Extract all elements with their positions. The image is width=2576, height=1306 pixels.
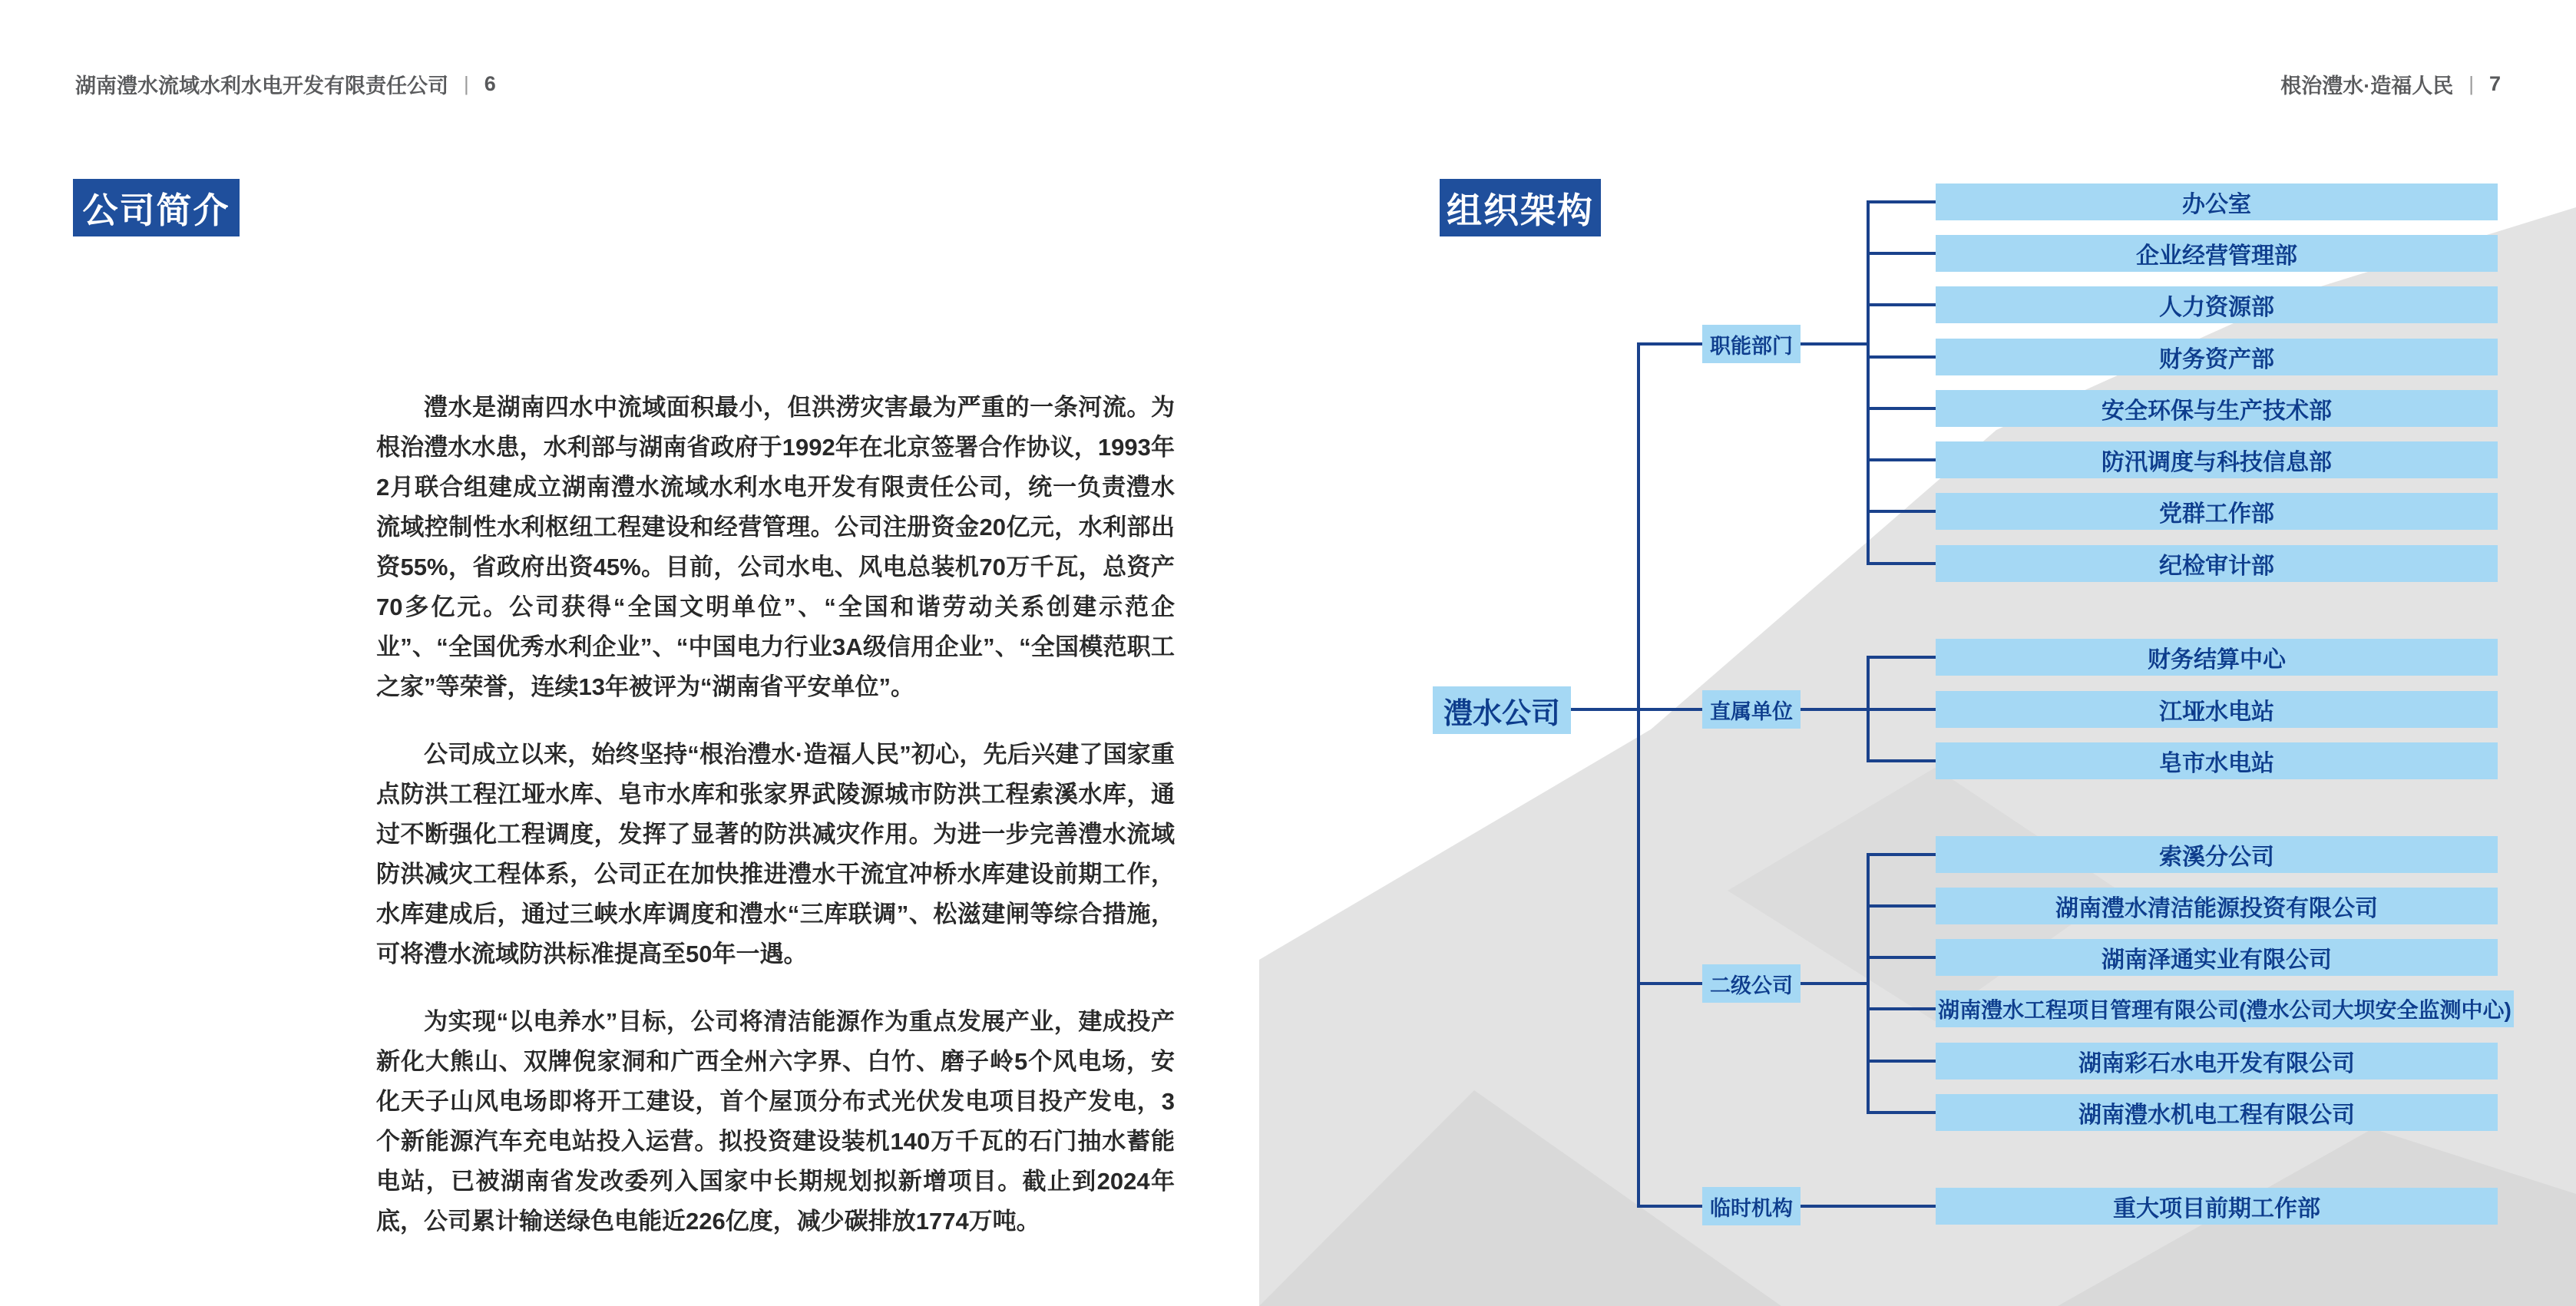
- org-connector: [1639, 342, 1702, 346]
- org-group-label: 临时机构: [1702, 1187, 1801, 1225]
- org-leaf-node: 党群工作部: [1936, 493, 2498, 530]
- org-leaf-node: 湖南澧水清洁能源投资有限公司: [1936, 888, 2498, 924]
- org-leaf-node: 江垭水电站: [1936, 691, 2498, 728]
- org-leaf-node: 防汛调度与科技信息部: [1936, 441, 2498, 478]
- org-connector: [1801, 982, 1868, 985]
- org-leaf-node: 湖南彩石水电开发有限公司: [1936, 1043, 2498, 1080]
- org-leaf-node: 湖南澧水机电工程有限公司: [1936, 1094, 2498, 1131]
- org-connector: [1868, 355, 1936, 359]
- org-connector: [1801, 342, 1868, 346]
- org-connector: [1868, 1060, 1936, 1063]
- org-connector: [1868, 200, 1936, 203]
- org-group-label: 职能部门: [1702, 325, 1801, 363]
- header-separator: |: [464, 72, 469, 95]
- header-slogan: 根治澧水·造福人民: [2280, 74, 2454, 98]
- org-connector: [1868, 407, 1936, 410]
- org-leaf-node: 重大项目前期工作部: [1936, 1188, 2498, 1225]
- org-leaf-node: 企业经营管理部: [1936, 235, 2498, 272]
- org-connector: [1801, 708, 1868, 711]
- org-leaf-node: 湖南泽通实业有限公司: [1936, 939, 2498, 976]
- org-connector: [1571, 708, 1639, 711]
- org-connector: [1639, 982, 1702, 985]
- org-connector: [1868, 656, 1936, 659]
- org-connector: [1867, 853, 1870, 1114]
- org-leaf-node: 财务结算中心: [1936, 639, 2498, 676]
- org-leaf-node: 纪检审计部: [1936, 545, 2498, 582]
- org-connector: [1868, 1007, 1936, 1010]
- org-connector: [1868, 956, 1936, 959]
- org-leaf-node: 安全环保与生产技术部: [1936, 390, 2498, 427]
- org-leaf-node: 索溪分公司: [1936, 836, 2498, 873]
- org-leaf-node: 办公室: [1936, 184, 2498, 220]
- org-connector: [1868, 1111, 1936, 1114]
- org-connector: [1639, 708, 1702, 711]
- org-connector: [1868, 904, 1936, 908]
- org-leaf-node: 湖南澧水工程项目管理有限公司(澧水公司大坝安全监测中心): [1936, 990, 2514, 1027]
- section-title-org-structure: 组织架构: [1440, 179, 1601, 236]
- org-connector: [1639, 1205, 1702, 1208]
- header-right: [2280, 69, 2501, 99]
- org-connector: [1868, 759, 1936, 762]
- org-root-node: 澧水公司: [1433, 686, 1571, 734]
- org-connector: [1868, 458, 1936, 461]
- org-connector: [1868, 252, 1936, 255]
- header-company-name: 湖南澧水流域水利水电开发有限责任公司: [75, 74, 448, 98]
- body-paragraph: 为实现“以电养水”目标，公司将清洁能源作为重点发展产业，建成投产新化大熊山、双牌倪家洞和广西全州六字界、白竹、磨子岭5个风电场，安化天子山风电场即将开工建设，首个屋顶分布式光伏发电项目投产发电，3个新能源汽车充电站投入运营。拟投资建设装机140万千瓦的石门抽水蓄能电站，已被湖南省发改委列入国家中长期规划拟新增项目。截止到2024年底，公司累计输送绿色电能近226亿度，减少碳排放1774万吨。: [376, 1008, 1175, 1235]
- header-left: [75, 69, 496, 99]
- page-number-left: 6: [484, 72, 496, 95]
- org-leaf-node: 财务资产部: [1936, 339, 2498, 375]
- org-connector: [1637, 342, 1640, 1208]
- org-connector: [1868, 562, 1936, 565]
- org-connector: [1868, 303, 1936, 306]
- body-paragraph: 公司成立以来，始终坚持“根治澧水·造福人民”初心，先后兴建了国家重点防洪工程江垭水库、皂市水库和张家界武陵源城市防洪工程索溪水库，通过不断强化工程调度，发挥了显著的防洪减灾作用。为进一步完善澧水流域防洪减灾工程体系，公司正在加快推进澧水干流宜冲桥水库建设前期工作，水库建成后，通过三峡水库调度和澧水“三库联调”、松滋建闸等综合措施，可将澧水流域防洪标准提高至50年一遇。: [376, 741, 1175, 967]
- body-paragraph: 澧水是湖南四水中流域面积最小，但洪涝灾害最为严重的一条河流。为根治澧水水患，水利部与湖南省政府于1992年在北京签署合作协议，1993年2月联合组建成立湖南澧水流域水利水电开发有限责任公司，统一负责澧水流域控制性水利枢纽工程建设和经营管理。公司注册资金20亿元，水利部出资55%，省政府出资45%。目前，公司水电、风电总装机70万千瓦，总资产70多亿元。公司获得“全国文明单位”、“全国和谐劳动关系创建示范企业”、“全国优秀水利企业”、“中国电力行业3A级信用企业”、“全国模范职工之家”等荣誉，连续13年被评为“湖南省平安单位”。: [376, 394, 1175, 700]
- company-intro-text: [376, 388, 1175, 1269]
- header-separator: |: [2469, 72, 2474, 95]
- org-connector: [1868, 510, 1936, 513]
- org-connector: [1801, 1205, 1936, 1208]
- page-number-right: 7: [2488, 72, 2501, 95]
- org-connector: [1868, 708, 1936, 711]
- org-leaf-node: 皂市水电站: [1936, 742, 2498, 779]
- org-leaf-node: 人力资源部: [1936, 286, 2498, 323]
- org-connector: [1868, 853, 1936, 856]
- org-group-label: 直属单位: [1702, 690, 1801, 729]
- section-title-company-intro: 公司简介: [73, 179, 240, 236]
- org-group-label: 二级公司: [1702, 964, 1801, 1003]
